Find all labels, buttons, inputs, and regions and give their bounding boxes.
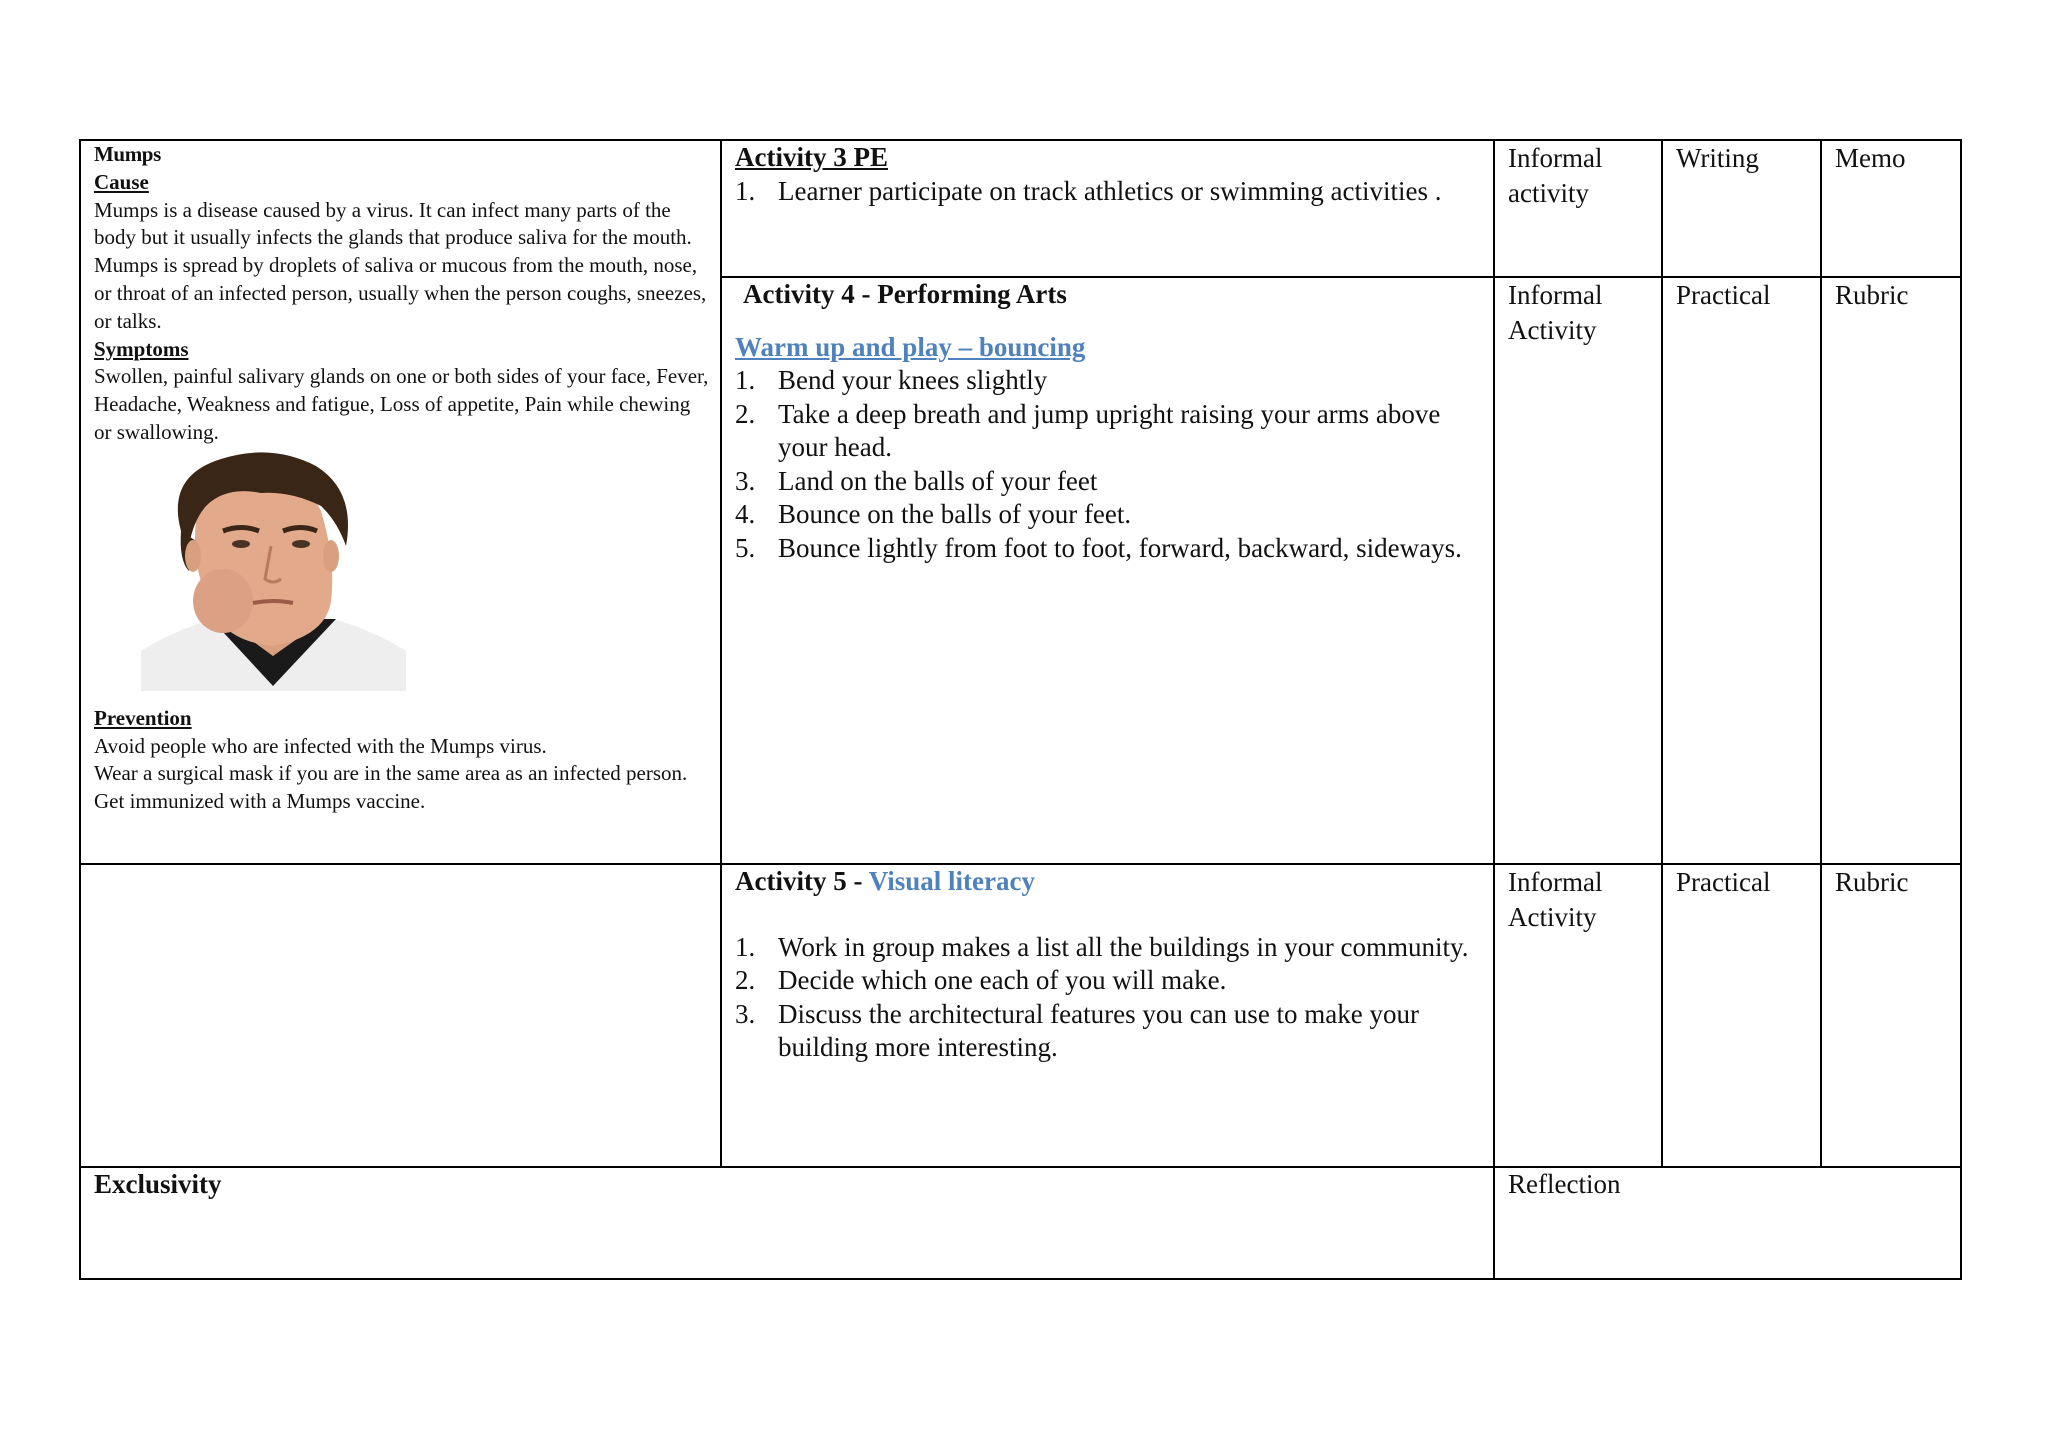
symptoms-text: Swollen, painful salivary glands on one or both sides of your face, Fever, Headache, Weakness and fatigue, Loss of appetite, Pain while chewing or swallowing. xyxy=(94,364,709,444)
assessment-form-text: Practical xyxy=(1676,280,1771,310)
reflection-cell xyxy=(1494,1167,1961,1279)
activity-4-tool xyxy=(1821,277,1961,864)
activity-5-form xyxy=(1662,864,1821,1167)
activity-3-cell xyxy=(721,140,1494,277)
activity-4-title: Activity 4 - Performing Arts xyxy=(743,279,1067,309)
assessment-form-text: Practical xyxy=(1676,867,1771,897)
assessment-tool-text: Memo xyxy=(1835,143,1906,173)
cause-text: Mumps is a disease caused by a virus. It can infect many parts of the body but it usually infects the glands that produce saliva for the mouth. Mumps is spread by droplets of saliva or mucous from the mouth, nose, or throat of an infected person, usually when the person coughs, sneezes, or talks. xyxy=(94,197,707,333)
list-item xyxy=(735,998,1481,1065)
exclusivity-cell xyxy=(80,1167,1494,1279)
step-text: Land on the balls of your feet xyxy=(778,465,1098,496)
activity-3-steps xyxy=(735,175,1481,209)
activity-3-row xyxy=(80,140,1961,277)
step-text: Work in group makes a list all the buildings in your community. xyxy=(778,931,1469,962)
activity-5-title xyxy=(735,865,1481,899)
step-number: 5. xyxy=(735,532,756,563)
activity-4-type xyxy=(1494,277,1662,864)
step-number: 1. xyxy=(735,931,756,962)
mumps-info-cell xyxy=(80,140,721,864)
prevention-heading: Prevention xyxy=(94,705,192,730)
step-number: 4. xyxy=(735,499,756,529)
activity-4-subtitle: Warm up and play – bouncing xyxy=(735,331,1086,362)
activity-type-text: Informal Activity xyxy=(1508,280,1603,345)
step-number: 2. xyxy=(735,398,756,429)
activity-5-row xyxy=(80,864,1961,1167)
activity-5-title-highlight: Visual literacy xyxy=(868,866,1035,896)
assessment-form-text: Writing xyxy=(1676,143,1759,173)
step-text: Discuss the architectural features you can use to make your building more interesting. xyxy=(778,998,1420,1062)
reflection-label: Reflection xyxy=(1508,1169,1621,1199)
activity-5-steps xyxy=(735,931,1481,1065)
step-number: 1. xyxy=(735,175,756,206)
cause-heading: Cause xyxy=(94,169,149,194)
step-number: 2. xyxy=(735,965,756,995)
activity-3-title: Activity 3 PE xyxy=(735,142,888,172)
activity-type-text: Informal activity xyxy=(1508,143,1603,208)
list-item xyxy=(735,175,1481,209)
activity-3-tool xyxy=(1821,140,1961,277)
step-number: 3. xyxy=(735,465,756,496)
mumps-patient-photo xyxy=(141,451,406,691)
activity-3-form xyxy=(1662,140,1821,277)
activity-5-tool xyxy=(1821,864,1961,1167)
step-text: Bounce lightly from foot to foot, forward, backward, sideways. xyxy=(778,532,1462,563)
assessment-tool-text: Rubric xyxy=(1835,867,1909,897)
activity-5-type xyxy=(1494,864,1662,1167)
spacer xyxy=(735,899,1481,931)
activity-5-cell xyxy=(721,864,1494,1167)
activity-type-text: Informal Activity xyxy=(1508,867,1603,932)
step-number: 1. xyxy=(735,365,756,395)
list-item xyxy=(735,398,1481,465)
footer-row xyxy=(80,1167,1961,1279)
mumps-title: Mumps xyxy=(94,142,161,166)
activity-4-steps xyxy=(735,364,1481,565)
step-text: Bounce on the balls of your feet. xyxy=(778,499,1132,529)
prevention-line: Wear a surgical mask if you are in the same area as an infected person. xyxy=(94,761,688,786)
assessment-tool-text: Rubric xyxy=(1835,280,1909,310)
lesson-plan-table xyxy=(79,139,1962,1280)
list-item xyxy=(735,465,1481,499)
exclusivity-label: Exclusivity xyxy=(94,1169,222,1199)
empty-cell xyxy=(80,864,721,1167)
list-item xyxy=(735,931,1481,965)
step-text: Decide which one each of you will make. xyxy=(778,965,1227,995)
activity-4-cell xyxy=(721,277,1494,864)
list-item xyxy=(735,532,1481,566)
step-text: Take a deep breath and jump upright raising your arms above your head. xyxy=(778,398,1441,462)
list-item xyxy=(735,964,1481,998)
activity-4-form xyxy=(1662,277,1821,864)
list-item xyxy=(735,498,1481,532)
step-number: 3. xyxy=(735,998,756,1029)
symptoms-heading: Symptoms xyxy=(94,336,189,361)
step-text: Bend your knees slightly xyxy=(778,365,1048,395)
list-item xyxy=(735,364,1481,398)
prevention-line: Avoid people who are infected with the Mumps virus. xyxy=(94,733,547,758)
prevention-line: Get immunized with a Mumps vaccine. xyxy=(94,789,426,814)
step-text: Learner participate on track athletics or swimming activities . xyxy=(778,175,1442,206)
activity-5-title-prefix: Activity 5 - xyxy=(735,866,869,896)
activity-3-type xyxy=(1494,140,1662,277)
